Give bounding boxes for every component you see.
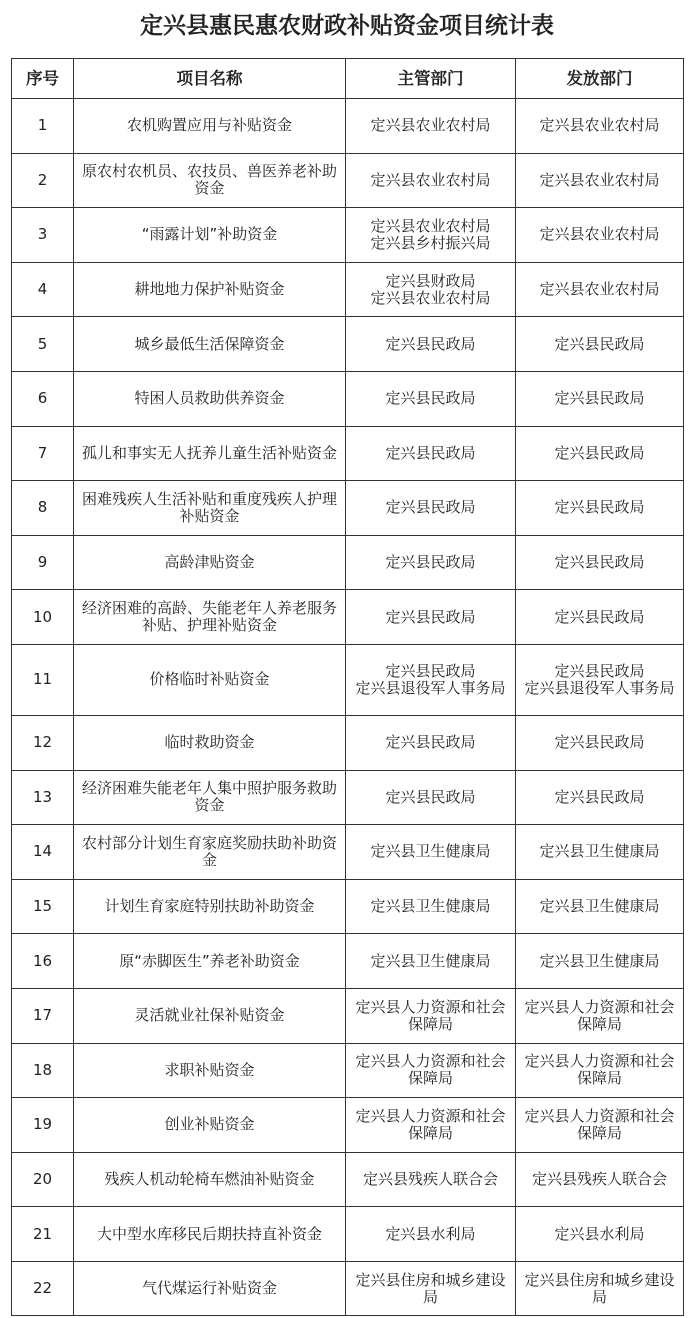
cell-project-name: 原农村农机员、农技员、兽医养老补助资金 — [74, 153, 346, 208]
cell-supervising-department: 定兴县民政局 — [346, 481, 516, 536]
cell-serial-no: 17 — [12, 988, 74, 1043]
cell-issuing-department: 定兴县农业农村局 — [516, 153, 684, 208]
cell-issuing-department: 定兴县人力资源和社会保障局 — [516, 1098, 684, 1153]
cell-issuing-department: 定兴县民政局 — [516, 715, 684, 770]
cell-supervising-department: 定兴县卫生健康局 — [346, 934, 516, 989]
cell-issuing-department: 定兴县卫生健康局 — [516, 934, 684, 989]
cell-serial-no: 2 — [12, 153, 74, 208]
table-row — [12, 99, 684, 154]
cell-supervising-department: 定兴县农业农村局 定兴县乡村振兴局 — [346, 208, 516, 263]
cell-serial-no: 12 — [12, 715, 74, 770]
table-row — [12, 1207, 684, 1262]
cell-project-name: 农村部分计划生育家庭奖励扶助补助资金 — [74, 825, 346, 880]
cell-project-name: 城乡最低生活保障资金 — [74, 317, 346, 372]
cell-serial-no: 21 — [12, 1207, 74, 1262]
cell-serial-no: 6 — [12, 371, 74, 426]
cell-project-name: “雨露计划”补助资金 — [74, 208, 346, 263]
cell-project-name: 特困人员救助供养资金 — [74, 371, 346, 426]
table-row — [12, 1261, 684, 1316]
cell-issuing-department: 定兴县残疾人联合会 — [516, 1152, 684, 1207]
cell-supervising-department: 定兴县民政局 — [346, 426, 516, 481]
cell-issuing-department: 定兴县水利局 — [516, 1207, 684, 1262]
cell-issuing-department: 定兴县民政局 定兴县退役军人事务局 — [516, 644, 684, 715]
table-row — [12, 371, 684, 426]
cell-issuing-department: 定兴县民政局 — [516, 535, 684, 590]
cell-serial-no: 11 — [12, 644, 74, 715]
cell-project-name: 气代煤运行补贴资金 — [74, 1261, 346, 1316]
table-row — [12, 988, 684, 1043]
table-row — [12, 1098, 684, 1153]
cell-serial-no: 14 — [12, 825, 74, 880]
cell-project-name: 计划生育家庭特别扶助补助资金 — [74, 879, 346, 934]
cell-issuing-department: 定兴县民政局 — [516, 317, 684, 372]
cell-issuing-department: 定兴县农业农村局 — [516, 262, 684, 317]
cell-project-name: 困难残疾人生活补贴和重度残疾人护理补贴资金 — [74, 481, 346, 536]
header-supervising-department: 主管部门 — [346, 59, 516, 99]
cell-issuing-department: 定兴县农业农村局 — [516, 99, 684, 154]
cell-serial-no: 13 — [12, 770, 74, 825]
cell-project-name: 农机购置应用与补贴资金 — [74, 99, 346, 154]
cell-project-name: 经济困难失能老年人集中照护服务救助资金 — [74, 770, 346, 825]
table-body — [12, 99, 684, 1316]
cell-project-name: 经济困难的高龄、失能老年人养老服务补贴、护理补贴资金 — [74, 590, 346, 645]
cell-project-name: 创业补贴资金 — [74, 1098, 346, 1153]
subsidy-table — [11, 58, 684, 1316]
cell-serial-no: 4 — [12, 262, 74, 317]
cell-supervising-department: 定兴县住房和城乡建设局 — [346, 1261, 516, 1316]
cell-project-name: 孤儿和事实无人抚养儿童生活补贴资金 — [74, 426, 346, 481]
table-row — [12, 644, 684, 715]
cell-project-name: 灵活就业社保补贴资金 — [74, 988, 346, 1043]
cell-supervising-department: 定兴县民政局 — [346, 590, 516, 645]
cell-supervising-department: 定兴县民政局 定兴县退役军人事务局 — [346, 644, 516, 715]
cell-issuing-department: 定兴县卫生健康局 — [516, 825, 684, 880]
cell-serial-no: 5 — [12, 317, 74, 372]
table-row — [12, 934, 684, 989]
cell-project-name: 临时救助资金 — [74, 715, 346, 770]
page-title: 定兴县惠民惠农财政补贴资金项目统计表 — [140, 13, 554, 39]
cell-serial-no: 15 — [12, 879, 74, 934]
cell-serial-no: 9 — [12, 535, 74, 590]
table-row — [12, 770, 684, 825]
table-row — [12, 1043, 684, 1098]
table-header-row — [12, 59, 684, 99]
cell-serial-no: 20 — [12, 1152, 74, 1207]
cell-issuing-department: 定兴县人力资源和社会保障局 — [516, 1043, 684, 1098]
cell-issuing-department: 定兴县人力资源和社会保障局 — [516, 988, 684, 1043]
table-row — [12, 317, 684, 372]
table-row — [12, 590, 684, 645]
cell-serial-no: 3 — [12, 208, 74, 263]
table-row — [12, 481, 684, 536]
cell-issuing-department: 定兴县民政局 — [516, 371, 684, 426]
cell-issuing-department: 定兴县农业农村局 — [516, 208, 684, 263]
table-row — [12, 426, 684, 481]
cell-project-name: 价格临时补贴资金 — [74, 644, 346, 715]
cell-supervising-department: 定兴县财政局 定兴县农业农村局 — [346, 262, 516, 317]
cell-project-name: 大中型水库移民后期扶持直补资金 — [74, 1207, 346, 1262]
cell-serial-no: 8 — [12, 481, 74, 536]
cell-supervising-department: 定兴县农业农村局 — [346, 153, 516, 208]
cell-serial-no: 16 — [12, 934, 74, 989]
cell-supervising-department: 定兴县残疾人联合会 — [346, 1152, 516, 1207]
table-row — [12, 715, 684, 770]
table-row — [12, 825, 684, 880]
table-row — [12, 879, 684, 934]
table-row — [12, 1152, 684, 1207]
cell-supervising-department: 定兴县民政局 — [346, 715, 516, 770]
cell-serial-no: 19 — [12, 1098, 74, 1153]
cell-supervising-department: 定兴县水利局 — [346, 1207, 516, 1262]
cell-supervising-department: 定兴县农业农村局 — [346, 99, 516, 154]
cell-project-name: 求职补贴资金 — [74, 1043, 346, 1098]
cell-project-name: 耕地地力保护补贴资金 — [74, 262, 346, 317]
header-serial-no: 序号 — [12, 59, 74, 99]
cell-issuing-department: 定兴县卫生健康局 — [516, 879, 684, 934]
cell-serial-no: 10 — [12, 590, 74, 645]
header-project-name: 项目名称 — [74, 59, 346, 99]
cell-project-name: 残疾人机动轮椅车燃油补贴资金 — [74, 1152, 346, 1207]
table-row — [12, 153, 684, 208]
cell-issuing-department: 定兴县民政局 — [516, 770, 684, 825]
table-row — [12, 262, 684, 317]
cell-issuing-department: 定兴县民政局 — [516, 590, 684, 645]
cell-supervising-department: 定兴县卫生健康局 — [346, 879, 516, 934]
cell-issuing-department: 定兴县住房和城乡建设局 — [516, 1261, 684, 1316]
cell-serial-no: 7 — [12, 426, 74, 481]
cell-supervising-department: 定兴县民政局 — [346, 371, 516, 426]
table-row — [12, 208, 684, 263]
cell-serial-no: 18 — [12, 1043, 74, 1098]
cell-supervising-department: 定兴县民政局 — [346, 535, 516, 590]
cell-issuing-department: 定兴县民政局 — [516, 426, 684, 481]
cell-supervising-department: 定兴县人力资源和社会保障局 — [346, 1098, 516, 1153]
cell-supervising-department: 定兴县卫生健康局 — [346, 825, 516, 880]
cell-issuing-department: 定兴县民政局 — [516, 481, 684, 536]
cell-supervising-department: 定兴县人力资源和社会保障局 — [346, 988, 516, 1043]
cell-supervising-department: 定兴县民政局 — [346, 770, 516, 825]
cell-supervising-department: 定兴县人力资源和社会保障局 — [346, 1043, 516, 1098]
cell-supervising-department: 定兴县民政局 — [346, 317, 516, 372]
cell-serial-no: 1 — [12, 99, 74, 154]
table-row — [12, 535, 684, 590]
cell-project-name: 原“赤脚医生”养老补助资金 — [74, 934, 346, 989]
cell-serial-no: 22 — [12, 1261, 74, 1316]
cell-project-name: 高龄津贴资金 — [74, 535, 346, 590]
header-issuing-department: 发放部门 — [516, 59, 684, 99]
